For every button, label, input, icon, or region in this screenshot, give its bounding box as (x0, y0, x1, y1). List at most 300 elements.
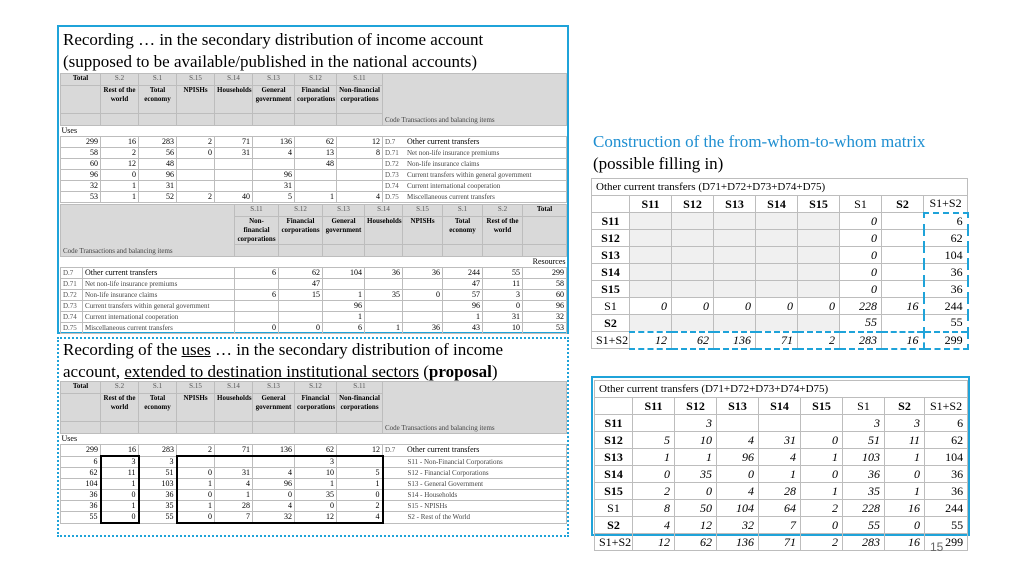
uses-cell (295, 170, 337, 181)
matrix-bottom-col-header: S14 (759, 398, 801, 415)
matrix-top-cell (672, 230, 714, 247)
resources-row (61, 301, 567, 312)
proposal-row-label (383, 445, 567, 457)
proposal-cell: 1 (337, 479, 383, 490)
resources-cell: 244 (443, 268, 483, 279)
proposal-cell: 12 (295, 512, 337, 524)
matrix-bottom-col-header: S11 (633, 398, 675, 415)
proposal-cell: 36 (61, 490, 101, 501)
uses-cell (177, 181, 215, 192)
matrix-bottom-cell: 2 (633, 483, 675, 500)
matrix-top-col-header-row (592, 196, 968, 213)
proposal-sector-code: S.11 (337, 382, 383, 394)
matrix-bottom-row (595, 483, 968, 500)
top-heading (63, 29, 563, 73)
proposal-cell: 4 (253, 468, 295, 479)
uses-sector-code: S.14 (215, 74, 253, 86)
uses-row (61, 137, 567, 148)
proposal-cell: 1 (295, 479, 337, 490)
matrix-bottom-cell: 0 (801, 517, 843, 534)
uses-sector-name: Financial corporations (295, 86, 337, 114)
matrix-top-cell (798, 247, 840, 264)
right-heading (593, 131, 993, 175)
resources-header-pad-cell (235, 245, 279, 257)
matrix-top-cell: 16 (882, 298, 924, 315)
matrix-top-cell (672, 281, 714, 298)
proposal-row-text: S11 - Non-Financial Corporations (407, 457, 503, 466)
matrix-top-row-label: S2 (592, 315, 630, 332)
matrix-top-cell (882, 281, 924, 298)
matrix-top-corner (592, 196, 630, 213)
uses-cell: 62 (295, 137, 337, 148)
uses-cell: 52 (139, 192, 177, 203)
proposal-cell: 1 (177, 501, 215, 512)
matrix-top-cell: 62 (924, 230, 968, 247)
matrix-bottom-cell: 31 (759, 432, 801, 449)
proposal-cell: 0 (177, 512, 215, 524)
proposal-cell: 96 (253, 479, 295, 490)
uses-row (61, 181, 567, 192)
resources-cell: 299 (523, 268, 567, 279)
proposal-code-header: Code Transactions and balancing items (383, 382, 567, 434)
matrix-top-cell: 0 (840, 247, 882, 264)
resources-cell: 36 (403, 268, 443, 279)
matrix-bottom-cell: 62 (675, 534, 717, 551)
matrix-top-cell (882, 315, 924, 332)
uses-row-label (383, 170, 567, 181)
matrix-top-cell: 0 (840, 213, 882, 230)
matrix-top-cell: 0 (798, 298, 840, 315)
uses-cell: 5 (253, 192, 295, 203)
resources-section-label: Resources (532, 257, 566, 266)
uses-sector-name (61, 86, 101, 114)
resources-row-label: Other current transfers (83, 268, 235, 279)
uses-header-pad-cell (101, 114, 139, 126)
matrix-bottom-title-row (595, 381, 968, 398)
matrix-bottom-cell: 4 (717, 483, 759, 500)
resources-header-pad-cell (323, 245, 365, 257)
resources-cell: 6 (323, 323, 365, 334)
uses-row-text: Miscellaneous current transfers (407, 193, 495, 201)
resources-cell (365, 312, 403, 323)
matrix-top-cell (756, 247, 798, 264)
resources-header-pad-cell (279, 245, 323, 257)
matrix-bottom-cell: 71 (759, 534, 801, 551)
uses-cell: 60 (61, 159, 101, 170)
matrix-top-cell (630, 213, 672, 230)
uses-header-pad-cell (177, 114, 215, 126)
resources-cell: 32 (523, 312, 567, 323)
top-heading-line2: (supposed to be available/published in the national accounts) (63, 52, 478, 71)
proposal-sector-code: S.2 (101, 382, 139, 394)
uses-cell (337, 170, 383, 181)
uses-cell: 31 (215, 148, 253, 159)
matrix-bottom-cell: 36 (925, 466, 968, 483)
proposal-cell: 31 (215, 468, 253, 479)
matrix-top-cell: 6 (924, 213, 968, 230)
matrix-bottom-row (595, 449, 968, 466)
resources-cell: 1 (323, 312, 365, 323)
resources-cell (403, 312, 443, 323)
matrix-top-col-header: S15 (798, 196, 840, 213)
matrix-top-cell: 244 (924, 298, 968, 315)
proposal-cell: 28 (215, 501, 253, 512)
matrix-bottom-cell: 0 (633, 466, 675, 483)
matrix-top-cell (672, 315, 714, 332)
matrix-bottom-cell (633, 415, 675, 432)
proposal-cell: 10 (295, 468, 337, 479)
uses-cell: 53 (61, 192, 101, 203)
proposal-cell: 0 (177, 490, 215, 501)
uses-row-label (383, 148, 567, 159)
resources-cell: 1 (323, 290, 365, 301)
resources-cell: 96 (323, 301, 365, 312)
proposal-row-label (383, 490, 567, 501)
matrix-top-cell (714, 264, 756, 281)
matrix-bottom-cell: 0 (675, 483, 717, 500)
matrix-top-cell: 0 (714, 298, 756, 315)
resources-cell: 47 (443, 279, 483, 290)
uses-header-pad-cell (61, 114, 101, 126)
matrix-bottom-cell (759, 415, 801, 432)
proposal-row (61, 501, 567, 512)
uses-cell: 136 (253, 137, 295, 148)
matrix-top-row (592, 264, 968, 281)
matrix-top-cell: 228 (840, 298, 882, 315)
proposal-cell: 0 (337, 490, 383, 501)
uses-cell (177, 159, 215, 170)
proposal-cell: 104 (61, 479, 101, 490)
proposal-cell: 51 (139, 468, 177, 479)
matrix-top-cell (630, 264, 672, 281)
proposal-table (60, 381, 567, 524)
proposal-sector-code: Total (61, 382, 101, 394)
uses-cell: 13 (295, 148, 337, 159)
matrix-top-cell: 0 (840, 281, 882, 298)
matrix-bottom-cell: 96 (717, 449, 759, 466)
uses-sector-name: Non-financial corporations (337, 86, 383, 114)
matrix-top-cell (714, 281, 756, 298)
resources-header-pad-cell (443, 245, 483, 257)
uses-row (61, 192, 567, 203)
proposal-header-pad-cell (295, 422, 337, 434)
uses-sector-code: S.13 (253, 74, 295, 86)
matrix-bottom-cell: 51 (843, 432, 885, 449)
resources-header-pad-cell (403, 245, 443, 257)
proposal-cell (177, 456, 215, 468)
uses-row (61, 170, 567, 181)
matrix-top-row-label: S1+S2 (592, 332, 630, 349)
matrix-top-row (592, 213, 968, 230)
uses-row-code: D.75 (385, 193, 399, 201)
matrix-top-cell (882, 264, 924, 281)
uses-cell (177, 170, 215, 181)
proposal-cell: 55 (139, 512, 177, 524)
matrix-top-col-header: S12 (672, 196, 714, 213)
matrix-bottom-col-header: S1 (843, 398, 885, 415)
uses-row-label (383, 192, 567, 203)
matrix-bottom-col-header: S13 (717, 398, 759, 415)
resources-row-code: D.75 (61, 323, 83, 334)
uses-sector-code: S.1 (139, 74, 177, 86)
page-number: 15 (930, 540, 944, 554)
matrix-bottom-row (595, 517, 968, 534)
resources-cell (279, 301, 323, 312)
resources-header-pad-cell (365, 245, 403, 257)
proposal-row-code: D.7 (385, 446, 396, 455)
resources-cell: 36 (403, 323, 443, 334)
proposal-sector-code: S.12 (295, 382, 337, 394)
uses-row-text: Other current transfers (407, 137, 480, 146)
resources-cell (279, 312, 323, 323)
uses-cell (253, 159, 295, 170)
matrix-top-cell (798, 264, 840, 281)
uses-cell: 2 (177, 137, 215, 148)
matrix-bottom-cell: 50 (675, 500, 717, 517)
resources-cell: 36 (365, 268, 403, 279)
uses-section-row (61, 126, 567, 137)
proposal-cell: 2 (337, 501, 383, 512)
matrix-top-cell (798, 213, 840, 230)
resources-cell: 35 (365, 290, 403, 301)
matrix-bottom-cell: 35 (843, 483, 885, 500)
matrix-bottom-row (595, 500, 968, 517)
matrix-top-row-label: S14 (592, 264, 630, 281)
proposal-row-label (383, 468, 567, 479)
uses-cell: 16 (101, 137, 139, 148)
proposal-cell: 3 (139, 456, 177, 468)
uses-header-pad-cell (215, 114, 253, 126)
matrix-top-row-label: S12 (592, 230, 630, 247)
proposal-cell: 7 (215, 512, 253, 524)
matrix-bottom-cell: 0 (885, 466, 925, 483)
matrix-top-cell: 283 (840, 332, 882, 349)
resources-sector-code: S.13 (323, 205, 365, 217)
uses-table-wrap (60, 73, 566, 203)
matrix-top-cell: 62 (672, 332, 714, 349)
matrix-bottom-cell: 104 (717, 500, 759, 517)
proposal-cell: 4 (337, 512, 383, 524)
proposal-cell: 62 (295, 445, 337, 457)
proposal-sector-name: Financial corporations (295, 394, 337, 422)
proposal-cell: 71 (215, 445, 253, 457)
resources-table (60, 204, 567, 334)
uses-cell: 96 (139, 170, 177, 181)
matrix-bottom-cell: 10 (675, 432, 717, 449)
matrix-bottom-cell: 55 (843, 517, 885, 534)
matrix-top-cell (672, 264, 714, 281)
matrix-bottom-cell: 16 (885, 534, 925, 551)
resources-cell: 6 (235, 290, 279, 301)
resources-cell: 6 (235, 268, 279, 279)
resources-row-label: Current international cooperation (83, 312, 235, 323)
resources-row (61, 312, 567, 323)
matrix-top-cell: 0 (840, 264, 882, 281)
uses-sector-code: S.12 (295, 74, 337, 86)
matrix-bottom-cell: 2 (801, 534, 843, 551)
resources-sector-name (523, 217, 567, 245)
proposal-cell: 5 (337, 468, 383, 479)
uses-cell: 56 (139, 148, 177, 159)
uses-cell: 12 (337, 137, 383, 148)
uses-cell: 4 (337, 192, 383, 203)
resources-cell (323, 279, 365, 290)
resources-row-label: Net non-life insurance premiums (83, 279, 235, 290)
resources-row-code: D.74 (61, 312, 83, 323)
proposal-cell: 3 (295, 456, 337, 468)
matrix-top-cell (798, 281, 840, 298)
matrix-bottom-cell: 16 (885, 500, 925, 517)
proposal-cell: 0 (101, 512, 139, 524)
matrix-bottom-cell: 1 (759, 466, 801, 483)
resources-section-row (61, 257, 567, 268)
resources-cell: 11 (483, 279, 523, 290)
matrix-top-cell: 36 (924, 281, 968, 298)
matrix-top-cell: 104 (924, 247, 968, 264)
uses-cell (215, 170, 253, 181)
proposal-cell (215, 456, 253, 468)
proposal-sector-code: S.14 (215, 382, 253, 394)
matrix-top-cell (756, 230, 798, 247)
uses-row-label (383, 159, 567, 170)
matrix-bottom-cell: 8 (633, 500, 675, 517)
matrix-top-row (592, 230, 968, 247)
proposal-cell: 0 (177, 468, 215, 479)
matrix-bottom-cell: 0 (801, 432, 843, 449)
resources-cell: 0 (403, 290, 443, 301)
proposal-cell: 3 (101, 456, 139, 468)
matrix-top-row (592, 332, 968, 349)
resources-cell (403, 279, 443, 290)
matrix-bottom-cell: 36 (925, 483, 968, 500)
uses-row-text: Current transfers within general government (407, 171, 532, 179)
uses-row-code: D.73 (385, 171, 399, 179)
matrix-bottom-cell: 1 (801, 449, 843, 466)
resources-cell: 58 (523, 279, 567, 290)
matrix-bottom-cell: 4 (759, 449, 801, 466)
proposal-row (61, 456, 567, 468)
uses-cell: 8 (337, 148, 383, 159)
matrix-bottom-cell: 228 (843, 500, 885, 517)
uses-header-pad-cell (253, 114, 295, 126)
matrix-top-cell (798, 315, 840, 332)
uses-row-code: D.72 (385, 160, 399, 168)
resources-sector-name: Rest of the world (483, 217, 523, 245)
uses-row-text: Current international cooperation (407, 182, 501, 190)
resources-cell: 43 (443, 323, 483, 334)
matrix-top-title-row (592, 179, 968, 196)
uses-sector-name: Total economy (139, 86, 177, 114)
proposal-header-row (61, 382, 567, 394)
matrix-top-cell (882, 247, 924, 264)
proposal-row-text: Other current transfers (407, 445, 480, 455)
matrix-top-row-label: S1 (592, 298, 630, 315)
proposal-header-pad-cell (61, 422, 101, 434)
matrix-top-cell: 136 (714, 332, 756, 349)
resources-sector-code: S.15 (403, 205, 443, 217)
uses-row-text: Net non-life insurance premiums (407, 149, 500, 157)
matrix-bottom-cell: 283 (843, 534, 885, 551)
uses-header-pad-cell (337, 114, 383, 126)
proposal-cell: 62 (61, 468, 101, 479)
matrix-bottom-cell: 3 (675, 415, 717, 432)
resources-cell: 3 (483, 290, 523, 301)
resources-row-label: Miscellaneous current transfers (83, 323, 235, 334)
matrix-bottom-cell: 55 (925, 517, 968, 534)
uses-code-header: Code Transactions and balancing items (383, 74, 567, 126)
resources-cell: 96 (523, 301, 567, 312)
matrix-top-cell (714, 230, 756, 247)
proposal-header-pad-cell (177, 422, 215, 434)
matrix-top-col-header: S13 (714, 196, 756, 213)
proposal-row (61, 512, 567, 524)
resources-sector-name: Non-financial corporations (235, 217, 279, 245)
uses-cell: 32 (61, 181, 101, 192)
resources-cell: 15 (279, 290, 323, 301)
matrix-bottom-cell: 4 (633, 517, 675, 534)
resources-row-code: D.7 (61, 268, 83, 279)
matrix-bottom-cell: 3 (843, 415, 885, 432)
matrix-top-cell (672, 213, 714, 230)
proposal-row (61, 479, 567, 490)
resources-sector-code: S.2 (483, 205, 523, 217)
matrix-bottom-cell: 1 (675, 449, 717, 466)
uses-cell: 31 (253, 181, 295, 192)
uses-cell: 299 (61, 137, 101, 148)
matrix-bottom-cell (717, 415, 759, 432)
uses-cell: 2 (177, 192, 215, 203)
matrix-bottom-cell: 62 (925, 432, 968, 449)
matrix-bottom-wrap (594, 380, 967, 551)
matrix-bottom-row-label: S1+S2 (595, 534, 633, 551)
uses-header-pad-cell (295, 114, 337, 126)
resources-sector-code: S.14 (365, 205, 403, 217)
uses-row-code: D.71 (385, 149, 399, 157)
uses-cell: 0 (177, 148, 215, 159)
matrix-top-cell: 0 (840, 230, 882, 247)
uses-cell: 48 (139, 159, 177, 170)
uses-section-label: Uses (61, 126, 78, 135)
proposal-row-label (383, 512, 567, 524)
matrix-top-cell (756, 315, 798, 332)
matrix-bottom-cell: 12 (675, 517, 717, 534)
uses-cell: 1 (101, 181, 139, 192)
matrix-bottom-cell: 2 (801, 500, 843, 517)
proposal-cell: 1 (101, 479, 139, 490)
resources-sector-code: S.11 (235, 205, 279, 217)
resources-cell: 96 (443, 301, 483, 312)
matrix-top-cell (630, 247, 672, 264)
matrix-top-cell: 36 (924, 264, 968, 281)
proposal-row-label (383, 479, 567, 490)
resources-cell: 60 (523, 290, 567, 301)
matrix-bottom-cell: 1 (885, 483, 925, 500)
matrix-bottom-cell: 136 (717, 534, 759, 551)
matrix-bottom-cell: 12 (633, 534, 675, 551)
proposal-row-label (383, 456, 567, 468)
resources-cell: 0 (235, 323, 279, 334)
proposal-cell: 55 (61, 512, 101, 524)
proposal-sector-name: Non-financial corporations (337, 394, 383, 422)
proposal-cell: 0 (253, 490, 295, 501)
matrix-bottom-cell: 28 (759, 483, 801, 500)
proposal-row (61, 490, 567, 501)
resources-row-label: Current transfers within general government (83, 301, 235, 312)
matrix-top-cell: 0 (756, 298, 798, 315)
resources-row-code: D.72 (61, 290, 83, 301)
proposal-cell: 35 (139, 501, 177, 512)
uses-cell (337, 181, 383, 192)
